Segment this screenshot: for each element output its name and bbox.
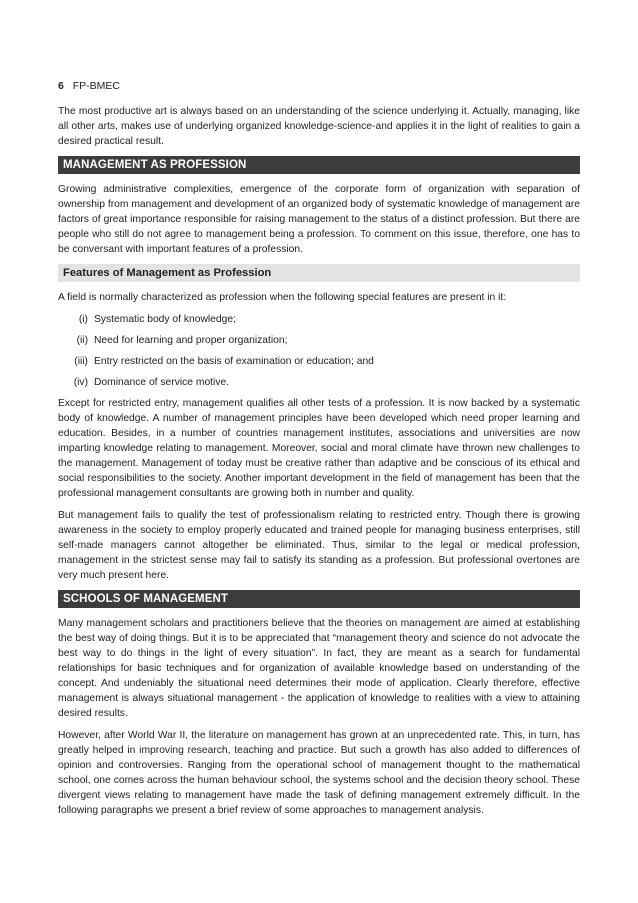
list-item-number: (iii) [74, 356, 88, 367]
list-item-text: Dominance of service motive. [94, 377, 230, 388]
list-item-text: Need for learning and proper organization; [94, 335, 288, 346]
features-list [58, 312, 580, 390]
schools-paragraph-1: Many management scholars and practitioners believe that the theories on management are aimed at establishing the best way of doing things. But it is to be appreciated that “management theory and science do not advocate the best way to do things in the light of every situation”. In fact, they are meant as a search for fundamental relationships for basic techniques and for organization of available knowledge based on understanding of the concept. And undeniably the situational need determines their mode of application. Clearly therefore, effective management is always situational management - the application of knowledge to realities with a view to attaining desired results. [58, 618, 580, 719]
profession-paragraph: Growing administrative complexities, emergence of the corporate form of organization with separation of ownership from management and development of an organized body of systematic knowledge of management are factors of great importance responsible for raising management to the status of a distinct profession. But there are people who still do not agree to management being a profession. To comment on this issue, therefore, one has to be conversant with important features of a profession. [58, 184, 580, 255]
schools-paragraph-2: However, after World War II, the literature on management has grown at an unprecedented rate. This, in turn, has greatly helped in improving research, teaching and practice. But such a growth has also added to differences of opinion and controversies. Ranging from the operational school of management thought to the mathematical school, one comes across the human behaviour school, the systems school and the decision theory school. These divergent views relating to management have made the task of defining management extremely difficult. In the following paragraphs we present a brief review of some approaches to management analysis. [58, 730, 580, 816]
intro-paragraph: The most productive art is always based on an understanding of the science underlying it. Actually, managing, like all other arts, makes use of underlying organized knowledge-science-and applies it in the light of realities to gain a desired practical result. [58, 106, 580, 147]
list-item [58, 333, 580, 348]
page-number: 6 [58, 80, 64, 92]
subsection-heading-features: Features of Management as Profession [58, 264, 580, 282]
list-item [58, 312, 580, 327]
section-heading-schools-of-management: SCHOOLS OF MANAGEMENT [58, 590, 580, 608]
list-item-number: (ii) [76, 335, 88, 346]
list-item [58, 375, 580, 390]
running-header [58, 80, 580, 92]
list-item-text: Systematic body of knowledge; [94, 314, 236, 325]
list-item-number: (i) [78, 314, 88, 325]
list-item-text: Entry restricted on the basis of examination or education; and [94, 356, 374, 367]
running-title: FP-BMEC [72, 80, 121, 92]
professionalism-paragraph: But management fails to qualify the test of professionalism relating to restricted entry. Though there is growing awareness in the society to employ properly educated and trained people for managing business enterprises, still self-made managers cannot altogether be eliminated. Thus, similar to the legal or medical profession, management in the strictest sense may fail to satisfy its standing as a profession. But professional overtones are very much present here. [58, 510, 580, 581]
list-item [58, 354, 580, 369]
list-item-number: (iv) [73, 377, 88, 388]
features-lead-paragraph: A field is normally characterized as profession when the following special features are present in it: [58, 292, 507, 303]
document-page [58, 80, 580, 825]
section-heading-management-as-profession: MANAGEMENT AS PROFESSION [58, 156, 580, 174]
restricted-entry-paragraph: Except for restricted entry, management qualifies all other tests of a profession. It is now backed by a systematic body of knowledge. A number of management principles have been developed which need proper learning and education. Besides, in a number of countries management institutes, associations and universities are now imparting knowledge relating to management. Moreover, social and moral climate have thrown new challenges to the management. Management of today must be creative rather than adaptive and be conscious of its ethical and social responsibilities to the society. Another important development in the field of management has been that the professional management consultants are growing both in number and quality. [58, 398, 580, 499]
